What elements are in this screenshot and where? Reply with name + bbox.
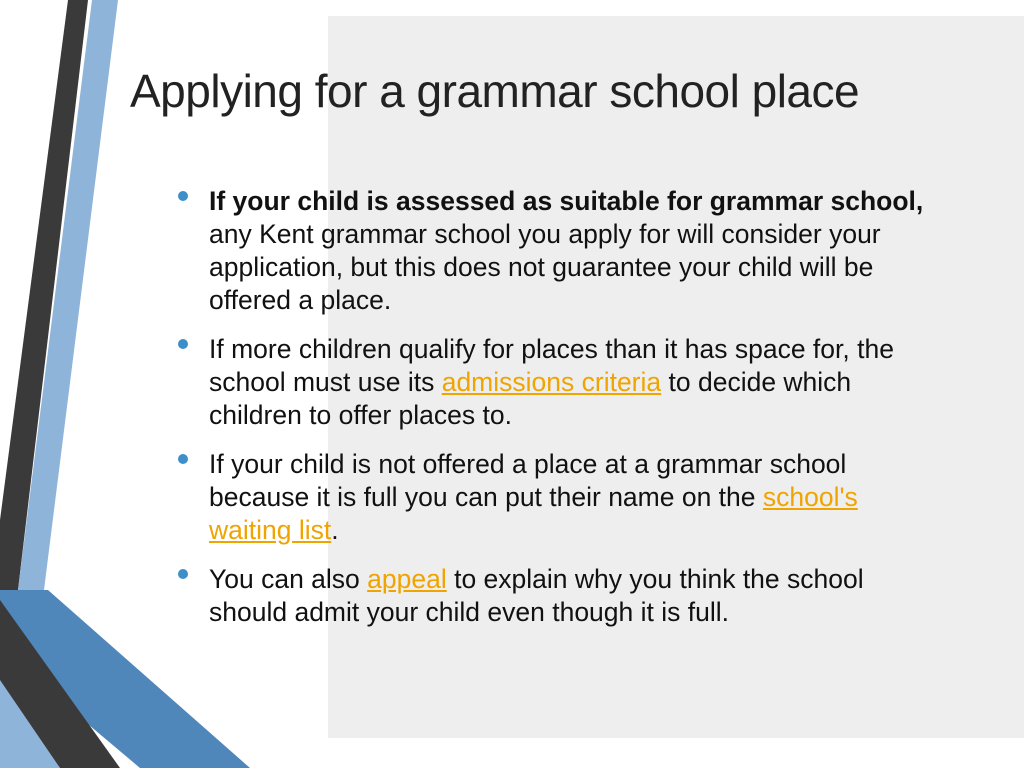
bullet-dot-icon	[178, 569, 188, 579]
bullet-text-after: .	[331, 515, 339, 545]
bullet-list	[178, 185, 938, 645]
bullet-dot-icon	[178, 339, 188, 349]
bullet-dot-icon	[178, 191, 188, 201]
bullet-text-before: If your child is not offered a place at a grammar school because it is full you can put their name on the	[209, 449, 847, 512]
bullet-item-suitable	[178, 185, 938, 317]
bullet-text-after: to decide which children to offer places to.	[209, 367, 852, 430]
bullet-dot-icon	[178, 454, 188, 464]
waiting-list-link[interactable]: school's waiting list	[209, 482, 858, 545]
appeal-link[interactable]: appeal	[367, 564, 447, 594]
bullet-text-after: to explain why you think the school should admit your child even though it is full.	[209, 564, 864, 627]
bullet-item-appeal	[178, 563, 938, 629]
bullet-bold-text: If your child is assessed as suitable for grammar school,	[209, 186, 924, 216]
bullet-text-before: You can also	[209, 564, 368, 594]
bullet-item-admissions	[178, 333, 938, 432]
admissions-criteria-link[interactable]: admissions criteria	[441, 367, 662, 397]
bullet-text-before: If more children qualify for places than it has space for, the school must use its	[209, 334, 894, 397]
bullet-text: any Kent grammar school you apply for will consider your application, but this does not guarantee your child will be offered a place.	[209, 219, 881, 315]
bullet-item-waiting-list	[178, 448, 938, 547]
slide-title: Applying for a grammar school place	[130, 65, 860, 117]
